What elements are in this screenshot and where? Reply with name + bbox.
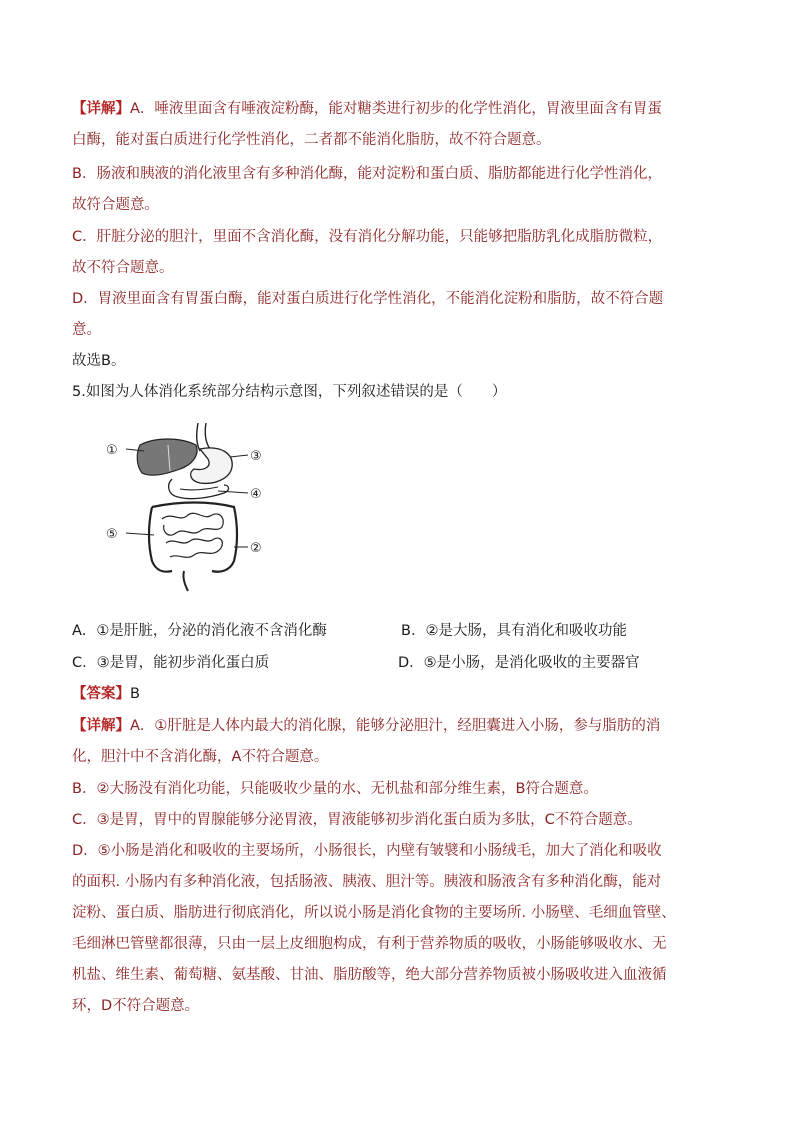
explanation-line: C．肝脏分泌的胆汁，里面不含消化酶，没有消化分解功能，只能够把脂肪乳化成脂肪微粒， xyxy=(72,229,663,245)
explanation-line: 故符合题意。 xyxy=(72,197,159,213)
explanation-line: 故不符合题意。 xyxy=(72,260,174,276)
explanation-line: 淀粉、蛋白质、脂肪进行彻底消化，所以说小肠是消化食物的主要场所. 小肠壁、毛细血管壁、 xyxy=(72,905,676,921)
choice-summary: 故选B。 xyxy=(72,353,126,369)
explanation-line: B．②大肠没有消化功能，只能吸收少量的水、无机盐和部分维生素，B符合题意。 xyxy=(72,781,598,797)
diagram-label-3: ③ xyxy=(250,449,262,464)
explanation-line: B．肠液和胰液的消化液里含有多种消化酶，能对淀粉和蛋白质、脂肪都能进行化学性消化， xyxy=(72,166,662,182)
option-c: C．③是胃，能初步消化蛋白质 xyxy=(72,655,270,671)
explanation-line: 化，胆汁中不含消化酶，A不符合题意。 xyxy=(72,749,329,765)
explanation-tag: 【详解】 xyxy=(72,101,130,117)
explanation-line: 【详解】A．①肝脏是人体内最大的消化腺，能够分泌胆汁，经胆囊进入小肠，参与脂肪的消 xyxy=(72,718,661,734)
diagram-label-5: ⑤ xyxy=(106,527,118,542)
explanation-line: D．胃液里面含有胃蛋白酶，能对蛋白质进行化学性消化，不能消化淀粉和脂肪，故不符合题 xyxy=(72,291,664,307)
option-d: D．⑤是小肠，是消化吸收的主要器官 xyxy=(398,655,640,671)
diagram-label-1: ① xyxy=(106,443,118,458)
answer-line xyxy=(72,679,732,710)
option-b: B．②是大肠，具有消化和吸收功能 xyxy=(401,623,627,639)
explanation-line: 【详解】A．唾液里面含有唾液淀粉酶，能对糖类进行初步的化学性消化，胃液里面含有胃蛋 xyxy=(72,101,662,117)
question-stem: 5.如图为人体消化系统部分结构示意图，下列叙述错误的是（ ） xyxy=(72,384,507,400)
digestive-system-diagram xyxy=(100,415,280,595)
explanation-line: 环，D不符合题意。 xyxy=(72,998,200,1014)
explanation-line: 白酶，能对蛋白质进行化学性消化，二者都不能消化脂肪，故不符合题意。 xyxy=(72,132,551,148)
answer-value: B xyxy=(130,686,140,702)
explanation-line: 意。 xyxy=(72,322,101,338)
explanation-line: D．⑤小肠是消化和吸收的主要场所，小肠很长，内壁有皱襞和小肠绒毛，加大了消化和吸收 xyxy=(72,843,662,859)
diagram-label-2: ② xyxy=(250,541,262,556)
explanation-line: 的面积. 小肠内有多种消化液，包括肠液、胰液、胆汁等。胰液和肠液含有多种消化酶，能对 xyxy=(72,874,662,890)
option-a: A．①是肝脏，分泌的消化液不含消化酶 xyxy=(72,623,327,639)
diagram-label-4: ④ xyxy=(250,487,262,502)
explanation-tag: 【详解】 xyxy=(72,718,130,734)
answer-tag: 【答案】 xyxy=(72,686,130,702)
explanation-line: 机盐、维生素、葡萄糖、氨基酸、甘油、脂肪酸等，绝大部分营养物质被小肠吸收进入血液循 xyxy=(72,967,667,983)
explanation-line: 毛细淋巴管壁都很薄，只由一层上皮细胞构成，有利于营养物质的吸收，小肠能够吸收水、无 xyxy=(72,936,667,952)
explanation-line: C．③是胃，胃中的胃腺能够分泌胃液，胃液能够初步消化蛋白质为多肽，C不符合题意。 xyxy=(72,812,642,828)
